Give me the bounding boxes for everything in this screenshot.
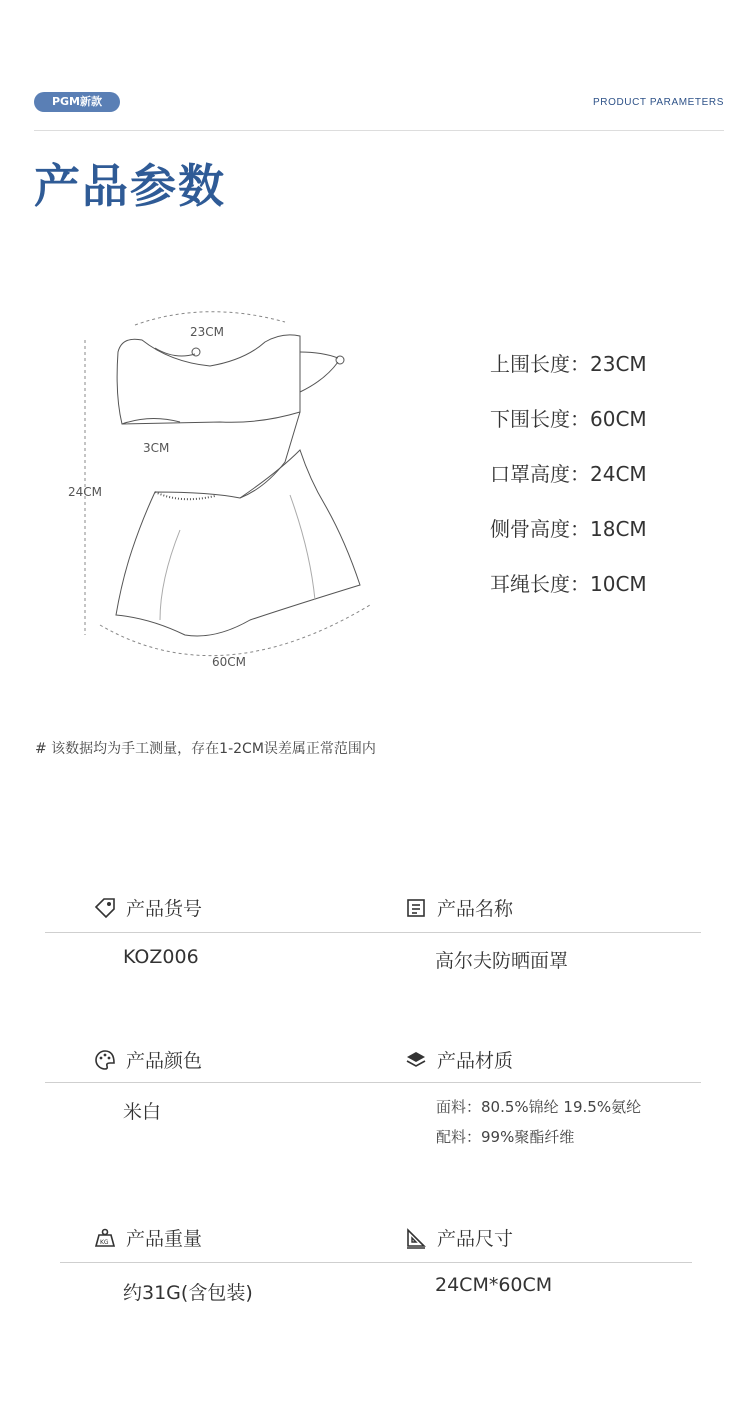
size-value: 24CM*60CM bbox=[435, 1274, 553, 1296]
dimension-mask-height: 口罩高度：24CM bbox=[490, 462, 647, 486]
section-subtitle: PRODUCT PARAMETERS bbox=[592, 97, 724, 108]
color-label: 产品颜色 bbox=[94, 1046, 202, 1073]
weight-label: KG 产品重量 bbox=[94, 1224, 202, 1251]
material-label: 产品材质 bbox=[405, 1046, 513, 1073]
size-label: 产品尺寸 bbox=[405, 1224, 513, 1251]
row-divider-3 bbox=[60, 1262, 692, 1263]
svg-text:KG: KG bbox=[100, 1238, 109, 1246]
weight-icon bbox=[94, 1227, 116, 1249]
item-number-value: KOZ006 bbox=[123, 946, 199, 968]
weight-value: 约31G(含包装) bbox=[123, 1282, 253, 1304]
material-fabric-value: 面料：80.5%锦纶 19.5%氨纶 bbox=[436, 1098, 642, 1116]
row-divider-1 bbox=[45, 932, 701, 933]
dimension-ear-cord-length: 耳绳长度：10CM bbox=[490, 572, 647, 596]
row-divider-2 bbox=[45, 1082, 701, 1083]
tag-icon bbox=[94, 897, 116, 919]
palette-icon bbox=[94, 1049, 116, 1071]
measurement-note: # 该数据均为手工测量，存在1-2CM误差属正常范围内 bbox=[35, 741, 376, 757]
bottom-measure-label: 60CM bbox=[212, 655, 247, 669]
new-style-badge: PGM新款 bbox=[34, 92, 120, 112]
ear-measure-label: 3CM bbox=[143, 441, 170, 455]
dimension-side-height: 侧骨高度：18CM bbox=[490, 517, 647, 541]
product-name-value: 高尔夫防晒面罩 bbox=[435, 950, 569, 972]
dimension-bottom-circumference: 下围长度：60CM bbox=[490, 407, 647, 431]
material-accessory-value: 配料：99%聚酯纤维 bbox=[436, 1128, 575, 1146]
header-divider bbox=[34, 130, 724, 131]
dimension-list bbox=[490, 346, 647, 621]
height-measure-label: 24CM bbox=[68, 485, 103, 499]
mask-illustration bbox=[60, 300, 400, 680]
page-title: 产品参数 bbox=[34, 159, 226, 213]
layers-icon bbox=[405, 1049, 427, 1071]
dimension-top-circumference: 上围长度：23CM bbox=[490, 352, 647, 376]
color-value: 米白 bbox=[123, 1101, 162, 1123]
ruler-triangle-icon bbox=[405, 1227, 427, 1249]
product-name-label: 产品名称 bbox=[405, 894, 513, 921]
top-measure-label: 23CM bbox=[190, 325, 225, 339]
document-icon bbox=[405, 897, 427, 919]
item-number-label: 产品货号 bbox=[94, 894, 202, 921]
